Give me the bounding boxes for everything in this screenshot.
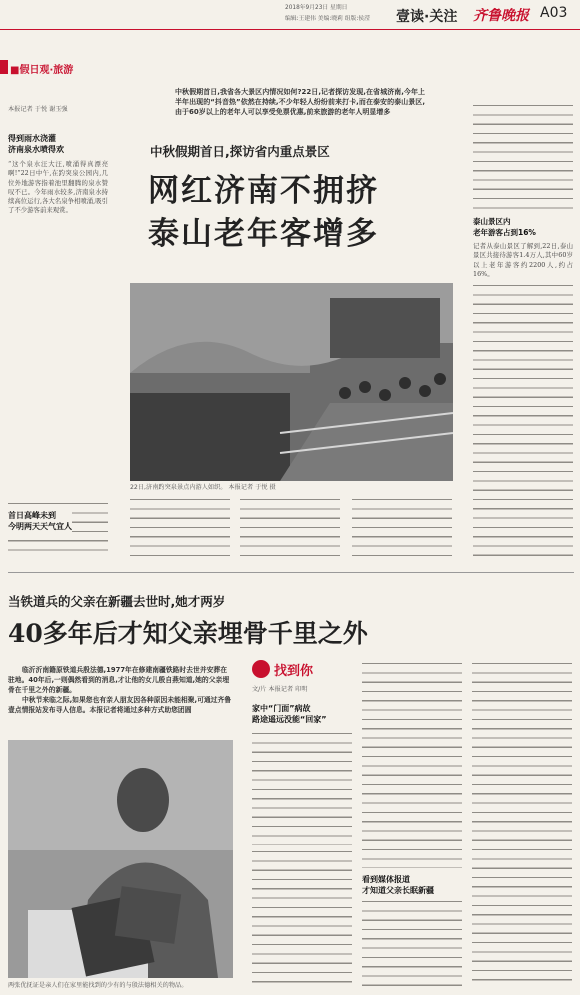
- right-column-top-text: [473, 102, 573, 212]
- text-col-2: [130, 496, 230, 560]
- date-line: 2018年9月23日 星期日: [285, 5, 348, 11]
- story2-col-1b: [252, 848, 352, 988]
- editor-line: 编辑:王建伟 美编:晓莉 组版:侯滢: [285, 16, 370, 22]
- header-divider: [0, 29, 580, 30]
- left-column-text: “这个泉水汪大汪,喷涌得真漂亮啊!”22日中午,在趵突泉公园内,几位外地游客指着池里翻腾的泉水赞叹不已。今年雨水较多,济南泉水持续高位运行,各大名泉争相喷涌,吸引了不少游客前来观赏。: [8, 160, 108, 215]
- text-col-3: [240, 496, 340, 560]
- spring-photo-art: [130, 283, 453, 481]
- tag-bar: [0, 60, 8, 74]
- masthead: [0, 0, 580, 30]
- subhead-weather: 首日高峰未到 今明两天天气宜人: [8, 511, 72, 531]
- story2-col-2b: [362, 898, 462, 988]
- find-you-logo: [252, 658, 327, 682]
- spring-photo: [130, 283, 453, 481]
- story2-col-3: [472, 660, 572, 988]
- story2-kicker: 当铁道兵的父亲在新疆去世时,她才两岁: [8, 594, 226, 609]
- page-number: A03: [540, 5, 568, 21]
- story1-headline-1: 网红济南不拥挤: [148, 173, 379, 209]
- story2-col-2: [362, 660, 462, 868]
- right-column-text: 记者从泰山景区了解到,22日,泰山景区共接待游客1.4万人,其中60岁以上老年游客约2200人,约占16%。: [473, 242, 573, 278]
- story1-byline: 本报记者 于悦 谢玉强: [8, 106, 68, 113]
- story-divider: [8, 572, 574, 573]
- right-column-rest: [473, 282, 573, 560]
- story1-kicker: 中秋假期首日,探访省内重点景区: [150, 144, 330, 159]
- father-photo-caption: 两张优抚证是亲人们在家里能找到的少有的与殷法德相关的物品。: [8, 982, 188, 989]
- story2-col-1: [252, 730, 352, 845]
- father-photo: [8, 740, 233, 978]
- story2-summary: 临沂沂南籍原铁道兵殷法德,1977年在修建南疆铁路时去世并安葬在驻地。40年后,一则偶然看到的消息,才让他的女儿殷自燕知道,她的父亲埋骨在千里之外的新疆。 中秋节来临之际,如果您也有亲人朋友因各种原因未能相聚,可通过齐鲁壹点情报站发布寻人信息。本报记者将通过多种方式助您团圆: [8, 666, 232, 714]
- story2-headline: 40多年后才知父亲埋骨千里之外: [8, 619, 368, 648]
- find-you-label: 找到你: [274, 664, 314, 679]
- story1-headline-2: 泰山老年客增多: [148, 216, 379, 252]
- story1-lead: 中秋假期首日,我省各大景区内情况如何?22日,记者探访发现,在省城济南,今年上半年出现的“抖音热”依然在持续,不少年轻人纷纷前来打卡,而在泰安的泰山景区,由于60岁以上的老年人可以享受免票优惠,前来旅游的老年人明显增多: [175, 88, 425, 116]
- text-col-4: [352, 496, 452, 560]
- subhead-home: 家中“门面”病故 路途遥远没能“回家”: [252, 704, 327, 724]
- paper-logo: 齐鲁晚报: [473, 8, 529, 24]
- subhead-taishan: 泰山景区内 老年游客占到16%: [473, 217, 536, 237]
- subhead-media: 看到媒体报道 才知道父亲长眠新疆: [362, 875, 434, 895]
- section-title: 壹读·关注: [396, 9, 458, 25]
- column-tag-label: ■假日观·旅游: [10, 65, 74, 76]
- find-you-icon: [252, 660, 270, 678]
- subhead-spring: 得到雨水浇灌 济南泉水喷得欢: [8, 134, 64, 154]
- spring-photo-caption: 22日,济南趵突泉景点内游人如织。 本报记者 于悦 摄: [130, 484, 276, 491]
- story2-byline: 文/片 本报记者 印明: [252, 686, 308, 693]
- column-tag: [0, 60, 150, 76]
- father-photo-art: [8, 740, 233, 978]
